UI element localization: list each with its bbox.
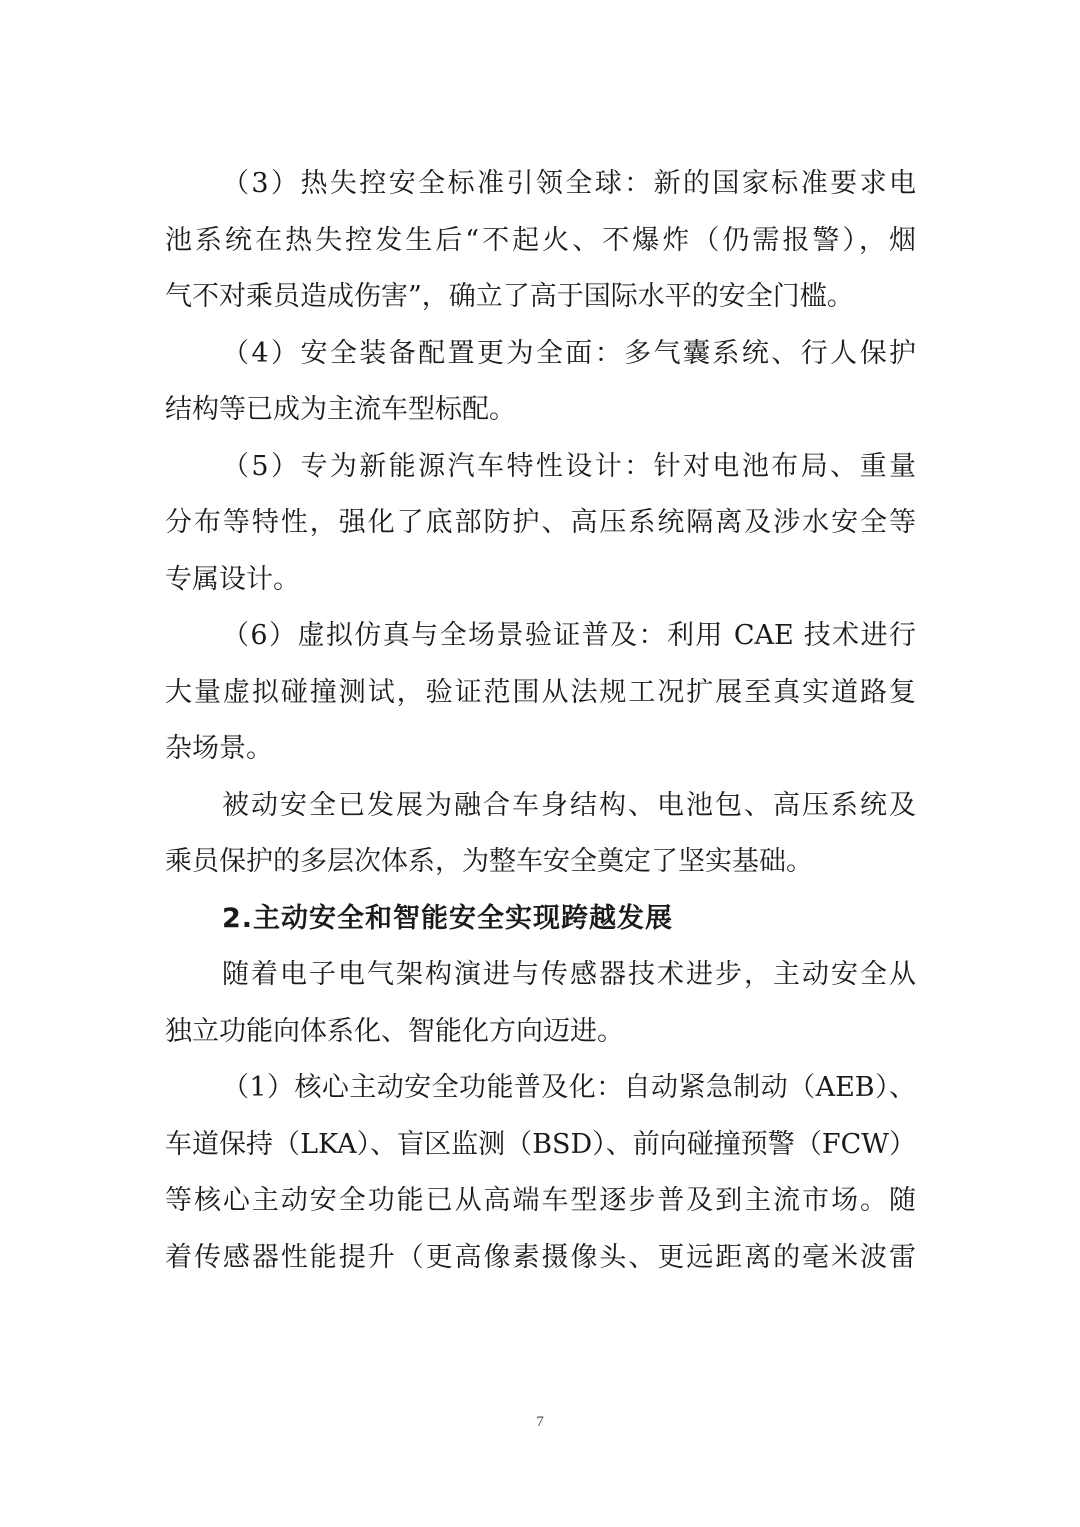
paragraph-6-line-1: （6）虚拟仿真与全场景验证普及：利用 CAE 技术进行 xyxy=(222,620,916,651)
paragraph-1-line-1: （1）核心主动安全功能普及化：自动紧急制动（AEB）、 xyxy=(222,1072,916,1103)
paragraph-5-line-3: 专属设计。 xyxy=(165,564,300,595)
paragraph-6-line-2: 大量虚拟碰撞测试，验证范围从法规工况扩展至真实道路复 xyxy=(165,677,916,708)
paragraph-3-line-3: 气不对乘员造成伤害”，确立了高于国际水平的安全门槛。 xyxy=(165,281,854,312)
paragraph-3-line-1: （3）热失控安全标准引领全球：新的国家标准要求电 xyxy=(222,168,916,199)
intro-paragraph-line-1: 随着电子电气架构演进与传感器技术进步，主动安全从 xyxy=(222,959,916,990)
intro-paragraph-line-2: 独立功能向体系化、智能化方向迈进。 xyxy=(165,1016,624,1047)
paragraph-1-line-4: 着传感器性能提升（更高像素摄像头、更远距离的毫米波雷 xyxy=(165,1242,916,1273)
summary-paragraph-line-1: 被动安全已发展为融合车身结构、电池包、高压系统及 xyxy=(222,790,916,821)
summary-paragraph-line-2: 乘员保护的多层次体系，为整车安全奠定了坚实基础。 xyxy=(165,846,813,877)
paragraph-4-line-1: （4）安全装备配置更为全面：多气囊系统、行人保护 xyxy=(222,338,916,369)
paragraph-5-line-1: （5）专为新能源汽车特性设计：针对电池布局、重量 xyxy=(222,451,916,482)
paragraph-3-line-2: 池系统在热失控发生后“不起火、不爆炸（仍需报警），烟 xyxy=(165,225,916,256)
paragraph-4-line-2: 结构等已成为主流车型标配。 xyxy=(165,394,516,425)
paragraph-1-line-3: 等核心主动安全功能已从高端车型逐步普及到主流市场。随 xyxy=(165,1185,916,1216)
page-number: 7 xyxy=(536,1414,544,1430)
paragraph-1-line-2: 车道保持（LKA）、盲区监测（BSD）、前向碰撞预警（FCW） xyxy=(165,1129,916,1160)
paragraph-5-line-2: 分布等特性，强化了底部防护、高压系统隔离及涉水安全等 xyxy=(165,507,916,538)
paragraph-6-line-3: 杂场景。 xyxy=(165,733,273,764)
section-heading: 2.主动安全和智能安全实现跨越发展 xyxy=(222,903,674,934)
